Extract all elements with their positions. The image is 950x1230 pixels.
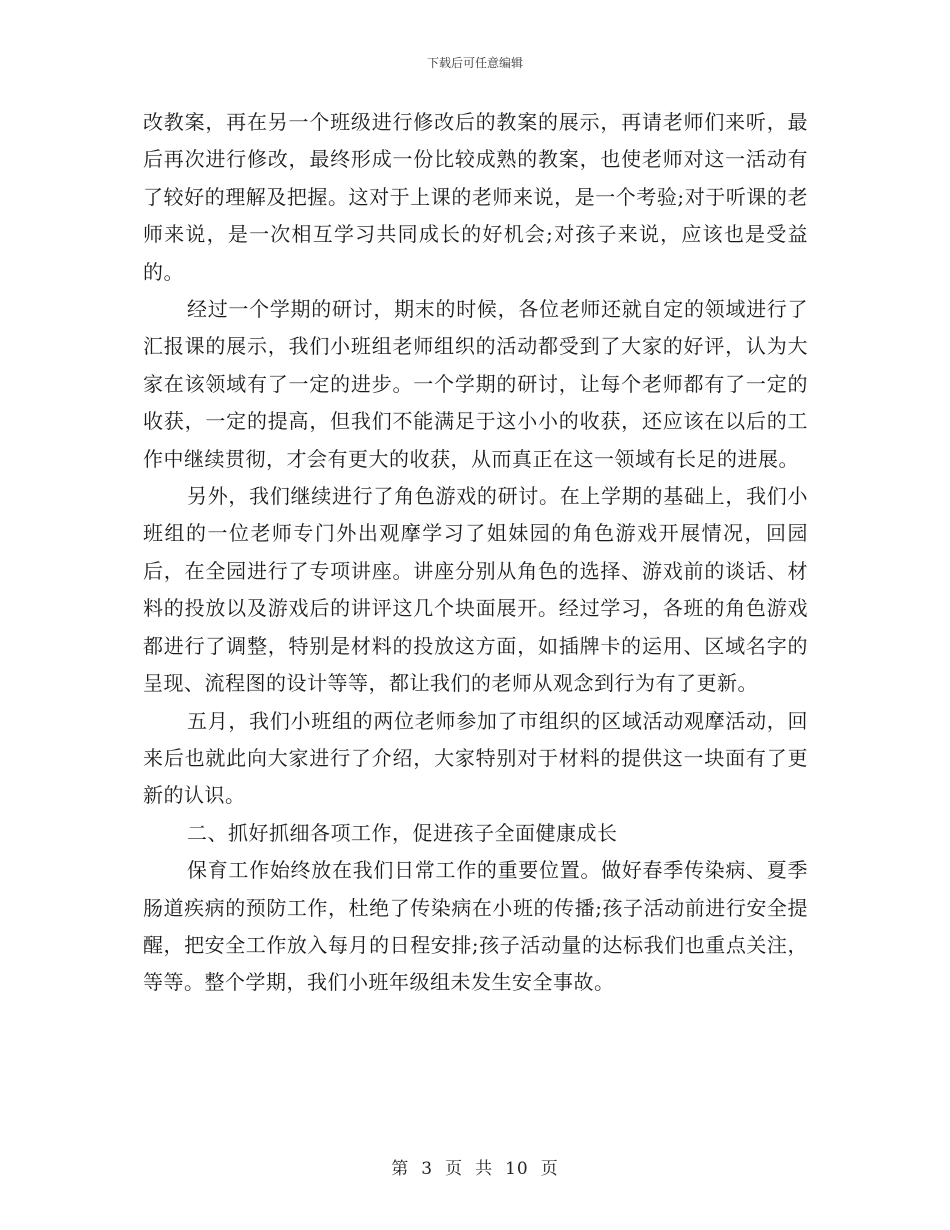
page-header: 下载后可任意编辑: [426, 56, 523, 70]
page-label-prefix: 第: [391, 1159, 410, 1179]
page-unit: 页: [445, 1159, 464, 1179]
paragraph-4: 五月，我们小班组的两位老师参加了市组织的区域活动观摩活动，回来后也就此向大家进行了介绍，大家特别对于材料的提供这一块面有了更新的认识。: [143, 708, 808, 808]
total-pages-number: 10: [505, 1159, 529, 1179]
paragraph-3: 另外，我们继续进行了角色游戏的研讨。在上学期的基础上，我们小班组的一位老师专门外出观摩学习了姐妹园的角色游戏开展情况，回园后，在全园进行了专项讲座。讲座分别从角色的选择、游戏前的谈话、材料的投放以及游戏后的讲评这几个块面展开。经过学习，各班的角色游戏都进行了调整，特别是材料的投放这方面，如插牌卡的运用、区域名字的呈现、流程图的设计等等，都让我们的老师从观念到行为有了更新。: [143, 484, 808, 696]
document-body: [143, 104, 808, 1002]
current-page-number: 3: [421, 1159, 434, 1179]
paragraph-6: 保育工作始终放在我们日常工作的重要位置。做好春季传染病、夏季肠道疾病的预防工作，杜绝了传染病在小班的传播;孩子活动前进行安全提醒，把安全工作放入每月的日程安排;孩子活动量的达标我们也重点关注，等等。整个学期，我们小班年级组未发生安全事故。: [143, 858, 808, 995]
section-heading: 二、抓好抓细各项工作，促进孩子全面健康成长: [187, 820, 618, 845]
paragraph-1: 改教案，再在另一个班级进行修改后的教案的展示，再请老师们来听，最后再次进行修改，最终形成一份比较成熟的教案，也使老师对这一活动有了较好的理解及把握。这对于上课的老师来说，是一个考验;对于听课的老师来说，是一次相互学习共同成长的好机会;对孩子来说，应该也是受益的。: [143, 110, 808, 284]
page-footer: [0, 1154, 950, 1179]
total-unit: 页: [540, 1159, 559, 1179]
total-prefix: 共: [475, 1159, 494, 1179]
paragraph-2: 经过一个学期的研讨，期末的时候，各位老师还就自定的领域进行了汇报课的展示，我们小班组老师组织的活动都受到了大家的好评，认为大家在该领域有了一定的进步。一个学期的研讨，让每个老师都有了一定的收获，一定的提高，但我们不能满足于这小小的收获，还应该在以后的工作中继续贯彻，才会有更大的收获，从而真正在这一领域有长足的进展。: [143, 297, 808, 471]
